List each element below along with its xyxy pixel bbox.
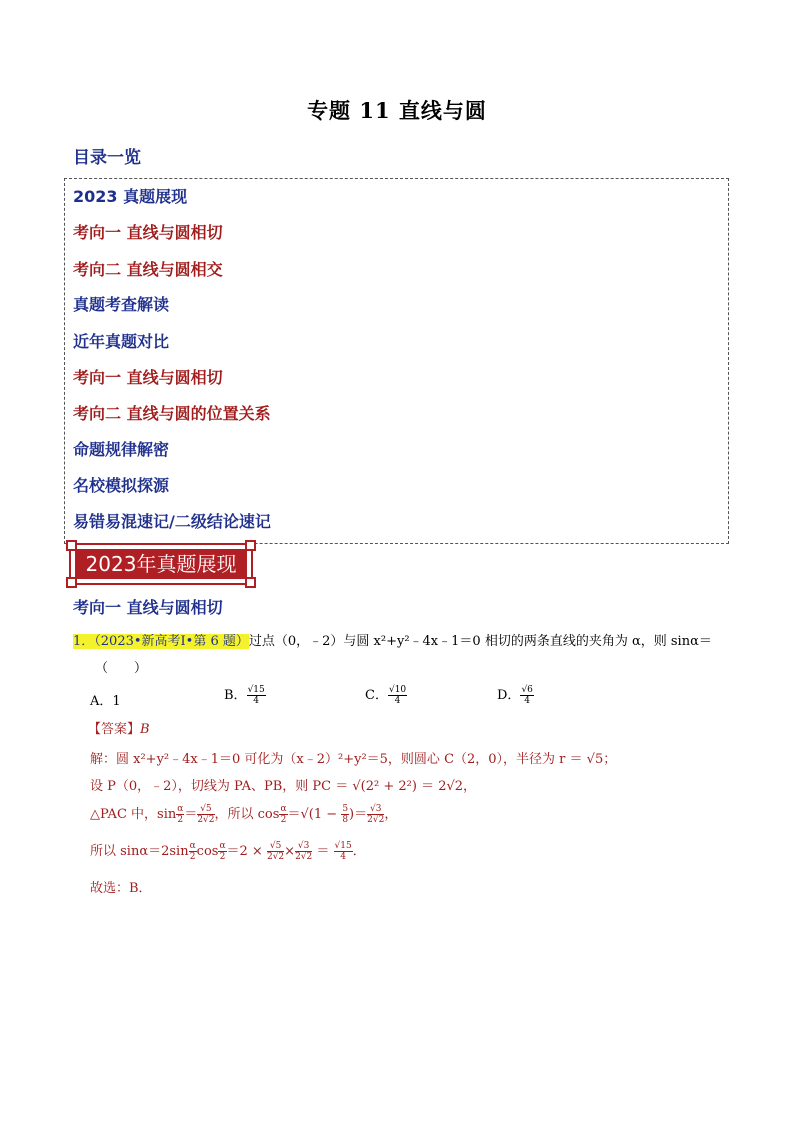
option-letter: B．: [224, 688, 247, 703]
fraction-alpha-half: $\frac{\alpha}{2}$: [219, 841, 226, 862]
toc-item-memo[interactable]: 易错易混速记/二级结论速记: [73, 512, 271, 531]
solution-text: cos: [196, 844, 219, 859]
question-blank: （ ）: [95, 661, 148, 676]
toc-item-pattern[interactable]: 命题规律解密: [73, 440, 170, 459]
banner-text: 2023年真题展现: [85, 552, 237, 576]
solution-line-5: 故选：B．: [90, 881, 152, 896]
toc-item-position[interactable]: 考向二 直线与圆的位置关系: [73, 404, 271, 423]
answer-label: 【答案】: [88, 722, 141, 737]
toc-item-tangent-2[interactable]: 考向一 直线与圆相切: [73, 368, 223, 387]
fraction: $\frac{√5}{2√2}$: [266, 841, 285, 862]
fraction-numerator: √6: [521, 685, 533, 695]
solution-text: ＝2 ×: [226, 844, 263, 859]
section-heading: 考向一 直线与圆相切: [73, 598, 223, 617]
solution-line-1: 解：圆 x²+y²﹣4x﹣1＝0 可化为（x﹣2）²+y²＝5，则圆心 C（2，0），半径为 r ＝ √5；: [90, 752, 617, 767]
option-d[interactable]: [497, 684, 534, 706]
toc-item-real-exam[interactable]: 2023 真题展现: [73, 187, 188, 206]
fraction-numerator: √15: [247, 685, 265, 695]
answer-line: [88, 718, 150, 737]
solution-text: ，所以 cos: [214, 807, 280, 822]
option-value: 1: [112, 694, 121, 709]
fraction: $\frac{√3}{2√2}$: [367, 804, 385, 825]
toc-item-tangent[interactable]: 考向一 直线与圆相切: [73, 223, 223, 242]
option-a[interactable]: [90, 690, 121, 709]
fraction-denominator: 4: [394, 696, 401, 706]
question-1: [73, 630, 733, 649]
solution-text: △PAC 中，sin: [90, 807, 177, 822]
option-fraction: [520, 685, 533, 706]
option-letter: A．: [90, 694, 113, 709]
toc-box: [64, 178, 729, 544]
fraction-denominator: 4: [253, 696, 260, 706]
fraction: $\frac{√15}{4}$: [334, 841, 352, 862]
option-c[interactable]: [365, 684, 407, 706]
section-banner: [69, 543, 253, 585]
fraction-numerator: √10: [388, 685, 407, 695]
question-source: （2023•新高考Ⅰ•第 6 题）: [94, 634, 249, 649]
fraction-alpha-half: $\frac{\alpha}{2}$: [280, 804, 287, 825]
toc-item-intersect[interactable]: 考向二 直线与圆相交: [73, 260, 223, 279]
fraction: $\frac{√5}{2√2}$: [197, 804, 215, 825]
solution-text: 所以 sinα＝2sin: [90, 844, 189, 859]
question-stem: 过点（0，﹣2）与圆 x²+y²﹣4x﹣1＝0 相切的两条直线的夹角为 α，则 sinα＝: [248, 634, 712, 649]
option-fraction: [247, 685, 266, 706]
option-letter: D．: [497, 688, 521, 703]
option-fraction: [388, 685, 407, 706]
solution-line-4: 所以 sinα＝2sin $\frac{\alpha}{2}$ cos $\frac{\alpha}{2}$ ＝2 × $\frac{√5}{2√2}$ × $\frac{√3}{2√2}$ ＝ $\frac{√15}{4}$ ．: [90, 841, 366, 862]
option-b[interactable]: [224, 684, 266, 706]
solution-text: ×: [284, 844, 296, 859]
question-number: 1．: [73, 634, 95, 649]
fraction-denominator: 4: [524, 696, 531, 706]
toc-item-mock[interactable]: 名校模拟探源: [73, 476, 170, 495]
answer-value: B: [140, 722, 150, 737]
fraction: $\frac{5}{8}$: [342, 804, 349, 825]
toc-heading: 目录一览: [73, 148, 141, 168]
option-letter: C．: [365, 688, 388, 703]
toc-item-comparison[interactable]: 近年真题对比: [73, 332, 170, 351]
fraction-alpha-half: $\frac{\alpha}{2}$: [189, 841, 196, 862]
solution-text: ．: [352, 844, 366, 859]
page-title: 专题 11 直线与圆: [307, 98, 487, 123]
fraction-alpha-half: $\frac{\alpha}{2}$: [177, 804, 184, 825]
solution-line-2: 设 P（0，﹣2），切线为 PA、PB，则 PC ＝ √(2² + 2²) ＝ 2√2，: [90, 779, 477, 794]
toc-item-analysis[interactable]: 真题考查解读: [73, 295, 170, 314]
fraction: $\frac{√3}{2√2}$: [295, 841, 313, 862]
solution-text: ，: [384, 807, 398, 822]
solution-line-3: △PAC 中，sin $\frac{\alpha}{2}$ ＝ $\frac{√5}{2√2}$ ，所以 cos $\frac{\alpha}{2}$ ＝√(1 − $\frac{5}{8}$ )＝ $\frac{√3}{2√2}$ ，: [90, 804, 398, 825]
